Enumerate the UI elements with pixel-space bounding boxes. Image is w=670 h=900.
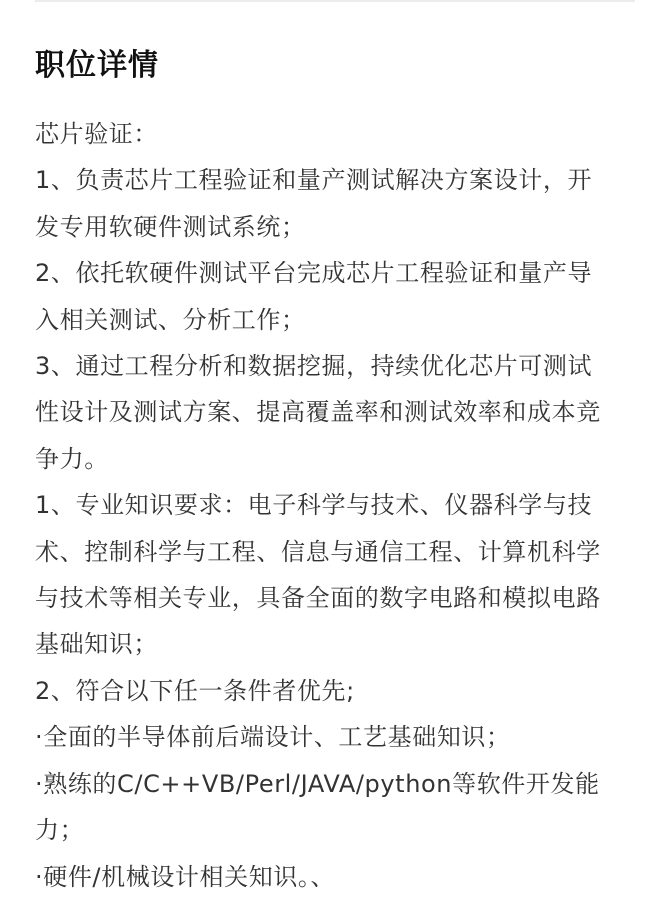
top-divider xyxy=(35,0,635,2)
job-description xyxy=(35,111,635,900)
description-line: 2、符合以下任一条件者优先; xyxy=(35,676,355,705)
section-title: 职位详情 xyxy=(35,48,159,83)
description-line: 争力。 xyxy=(35,444,109,473)
description-line: 术、控制科学与工程、信息与通信工程、计算机科学 xyxy=(35,537,601,566)
description-line: ·熟练的C/C++VB/Perl/JAVA/python等软件开发能 xyxy=(35,769,600,798)
description-line: 入相关测试、分析工作； xyxy=(35,305,306,334)
description-line: ·硬件/机械设计相关知识。、 xyxy=(35,862,336,891)
description-line: 1、专业知识要求：电子科学与技术、仪器科学与技 xyxy=(35,491,593,520)
description-line: 芯片验证： xyxy=(35,120,158,148)
description-line: ·全面的半导体前后端设计、工艺基础知识； xyxy=(35,723,511,752)
job-detail-section xyxy=(35,44,635,900)
description-line: 与技术等相关专业，具备全面的数字电路和模拟电路 xyxy=(35,584,601,613)
description-line: 基础知识； xyxy=(35,630,158,659)
description-line: 力； xyxy=(35,816,85,845)
description-line: 发专用软硬件测试系统； xyxy=(35,212,306,241)
description-line: 1、负责芯片工程验证和量产测试解决方案设计，开 xyxy=(35,166,593,195)
description-line: 2、依托软硬件测试平台完成芯片工程验证和量产导 xyxy=(35,259,593,288)
description-line: 性设计及测试方案、提高覆盖率和测试效率和成本竞 xyxy=(35,398,601,427)
description-line: 3、通过工程分析和数据挖掘，持续优化芯片可测试 xyxy=(35,352,593,381)
